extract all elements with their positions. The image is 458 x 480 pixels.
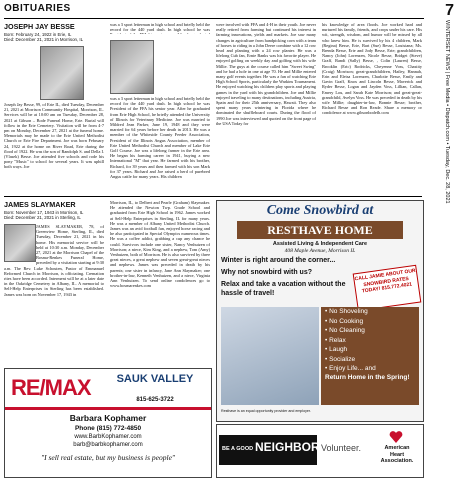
obit-died: Died: December 21, 2021 in Morrison, IL [4, 37, 84, 43]
obit2-name: JAMES SLAYMAKER [4, 200, 76, 209]
aha-logo [375, 431, 419, 471]
resthave-address: 408 Maple Avenue, Morrison IL [284, 248, 356, 254]
bullet-item: • No Cooking [325, 317, 364, 325]
obit2-born: Born: November 17, 1943 in Morrison, IL [4, 210, 84, 215]
remax-office-phone: 815-625-3722 [136, 397, 174, 403]
side-rail-text: WINTERSET NEWS | Free Media • Dispatch.com • Tuesday, Dec. 28, 2021 [444, 20, 450, 204]
section-title: OBITUARIES [4, 3, 71, 14]
obit-photo-young [40, 46, 84, 100]
bullet-item: • Laugh [325, 346, 348, 353]
resthave-line1: Winter is right around the corner... [221, 257, 336, 264]
bullet-item: • Relax [325, 336, 346, 344]
banner-volunteer: Volunteer. [321, 443, 362, 453]
agent-phone: Phone (815) 772-4850 [74, 425, 142, 432]
banner-big: NEIGHBOR [255, 440, 320, 454]
agent-email[interactable]: barb@barbkophamer.com [73, 442, 143, 448]
heart-icon [389, 431, 403, 444]
obit2-text-col2: Morrison, IL, to Delbert and Pearle (Graham) Slaymaker. He attended the Newton Twp. Grade School and graduated from Erie High School in 1962. James worked at Self-Help Enterprises in Sterling, IL for many years. He was a member of Albany United Methodist Church. James was an avid football fan, enjoyed horse racing and he also participated in Special Olympics numerous times. He was a coffee addict, grabbing a cup any chance he could. Survivors include one sister, Nancy Venhuizen of Morrison; a niece, Kim King, and a nephew, Tom (Amy) Venhuizen, both of Morrison. He is also survived by three great nieces, a great nephew and seven great-great nieces and nephews. James was preceded in death by his parents; one sister in infancy, Jane Ann Slaymaker; one brother-in-law, Kenneth Venhuizen, and a niece, Virginia Ann Venhuizen. To send online condolences go to www.bosmarenkes.com [110, 200, 210, 289]
resthave-ad[interactable] [216, 200, 424, 422]
aha-text: American Heart Association. [380, 445, 414, 464]
obit-dates [4, 32, 104, 43]
resthave-line2: Why not snowbird with us? [221, 269, 312, 276]
resthave-bullets [321, 307, 419, 405]
resthave-logo: RESTHAVE HOME [237, 221, 403, 239]
banner-left: BE A GOOD [222, 446, 254, 452]
neighbor-block [219, 435, 320, 465]
divider [4, 196, 422, 197]
obit-text-col2-top: was a 3 sport letterman in high school and briefly held the record for the 440 yard dash. In high school he was [110, 22, 210, 33]
obit-text-col4: his knowledge of area floods. Joe worked hard and nurtured his family, friends, and crops under his care. His wit, strength, wisdom, and humor will be missed by all who knew him. He is survived by his 4 children, Mark (Regina) Besse, Erie, Bart (Sue) Besse, Louisiana; Ms. Brenda Besse, Erie and Jody Besse, Erie; grandchildren, Nancy (John) Lorenzen, Nicole Besse, Bridget (Steve) Graff, Randi (Sally) Besse, , Colin (Lauren) Besse, Brooklin (Eric) Rodricks, Cheyenne Voss, Chastity (Craig) Morrison; great-grandchildren, Hailey, Hannah, Erin and Eleisa Lorenzen, Charlotte Besse, Emily and Gavin Graff, Knox and Lincoln Besse, Maverick and Ryder Besse, Logan and Jayden Voss, Lillian, Callan, Emery Lou, and Sarah Kate Morrison; and great-great-grandchild, Avelyn Voss. He was preceded in death by his wife Millie; daughter-in-law, Bonnie Besse; brother, Richard Besse and Ron Reade. Share a memory or condolence at www.gibsonbodefh.com [322, 22, 422, 116]
resthave-photo [221, 307, 319, 405]
float-spacer [4, 224, 36, 262]
obit-text-col3: were involved with FFA and 4-H in their youth. Joe never really retired from farming but continued his interest in farming innovations, yields and markets. Joe saw many changes in agriculture from handpicking corn with a team of horses to riding in a John Deere combine with a 12 row head and planting with a 24 row planter. He was a lifelong Cub fan, Ernie Banks was his favorite player. He enjoyed golfing on weekly day and golfing with his wife Millie. The guys at the course called him "Sweet Swing" and he had a hole in one at age 70. He and Millie entered many golf events together. He was a fan of watching Erie High School Sports, particularly the Warkins Tournament. He enjoyed watching his children play sports and playing games in the yard with his grandchildren. Joe and Millie enjoyed traveling to many destinations, including Austria, Spain and for their 25th anniversary, Hawaii. They also spent many years wintering in Florida where he dominated the shuffleboard courts. During the flood of 1990 Joe was interviewed and quoted on the front page of the USA Today for [216, 22, 316, 126]
resthave-sub: Assisted Living & Independent Care [272, 241, 368, 247]
bullet-item: Return Home in the Spring! [325, 373, 410, 381]
bullet-item: • No Cleaning [325, 327, 365, 334]
bullet-item: • Socialize [325, 355, 356, 363]
obit-born: Born: February 24, 1922 in Erie, IL [4, 32, 72, 37]
obit-photo-old [110, 40, 154, 94]
bullet-item: • No Shoveling [325, 308, 368, 315]
resthave-line3: Relax and take a vacation without the hassle of travel! [221, 281, 346, 297]
call-burst: CALL JAMIE ABOUT OUR SNOWBIRD RATES TODAY! 815.772.4021 [353, 265, 422, 312]
page-number: 7 [445, 2, 454, 19]
obit-text-col1: Joseph Jay Besse, 99, of Erie IL, died Tuesday, December 21, 2021 at Morrison Community Hospital, Morrison, IL. Services will be at 10:00 am on Tuesday, December 28, 2021 at Gibson – Bode Funeral Home, Erie. Burial will follow in the Erie Cemetery. Visitation will be from 4-7 pm on Monday, December 27, 2021 at the funeral home. Memorials may be made to the Erie United Methodist Church or Erie Fire Department. Joe was born February 24, 1922 at the home on River Road, Erie during the flood of 1922. He was the son of Randolph S. and Della I. (Vlasek) Besse. Joe attended five schools and rode his pony "Music" to school for several years. It was uphill both ways. Joe [4, 102, 104, 170]
agent-web[interactable]: www.BarbKophamer.com [74, 434, 142, 440]
remax-logo: RE/MAX [11, 375, 91, 400]
obit2-text-col1: JAMES SLAYMAKER, 78, of Greenview Home, Sterling, IL, died Tuesday, December 21, 2021 in his home. His memorial service will be held at 10:30 a.m. Monday, December 27, 2021 at the Morrison Chapel of the Bosma-Renkes Funeral Home, preceded by a visitation starting at 9:30 a.m. The Rev. Luke Schouten, Pastor of Emmanuel Reformed Church in Morrison, is officiating. Cremation rites have been accorded. Interment will be at a later date in the Oakridge Cemetery in Albany, IL. A memorial to Self-Help Enterprises in Sterling has been established. James was born on November 17, 1943 in [4, 224, 104, 297]
side-rail [444, 20, 456, 475]
resthave-headline: Come Snowbird at [266, 203, 374, 218]
remax-stripe [5, 407, 211, 410]
neighbor-banner[interactable] [216, 424, 424, 478]
remax-office: SAUK VALLEY [116, 373, 194, 385]
remax-ad[interactable] [4, 368, 212, 478]
bullet-item: • Enjoy Life... and [325, 365, 376, 372]
agent-name: Barbara Kophamer [69, 413, 147, 423]
obit2-died: Died: December 21, 2021 in Sterling, IL [4, 215, 81, 221]
agent-tagline: "I sell real estate, but my business is people" [40, 453, 176, 462]
resthave-footer: Resthave is an equal opportunity provider and employer. [221, 409, 311, 413]
obit-text-col2: was a 3 sport letterman in high school and briefly held the record for the 440 yard dash. In high school he was President of the FFA his senior year. After he graduated from Erie High School, he briefly attended the University of Illinois for Veterinary Medicine. Joe was married to Mildred Jean Parker, June 19, 1948 and they were married for 64 years before her death in 2013. He was a member of the Whiteside County Feeder Association, President of the Illinois Angus Association, member of Erie United Methodist Church and member of Lake Erie Golf Course. Joe was a lifelong farmer in the Erie area. He began his farming career in 1941, buying a new International "M" that year. He farmed with his brother, Richard, for 39 years and then farmed with his son Mark for 37 years. Richard and Joe raised a herd of purebred Angus cattle for many years. His children [110, 96, 210, 180]
obit2-text-col1-wrap [4, 224, 104, 364]
obit-name: JOSEPH JAY BESSE [4, 22, 75, 31]
obit2-dates [4, 210, 104, 221]
